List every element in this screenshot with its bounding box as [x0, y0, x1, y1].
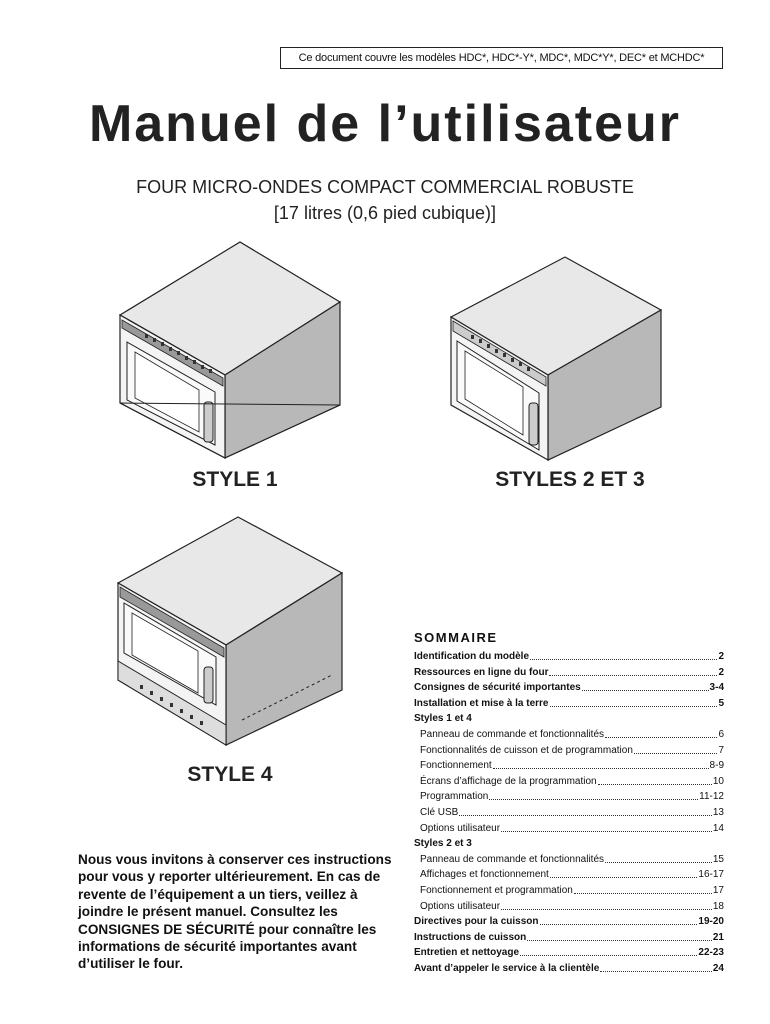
toc-entry[interactable]: Panneau de commande et fonctionnalités 6 — [420, 728, 724, 740]
style-1-label: STYLE 1 — [192, 468, 278, 491]
page-title: Manuel de l’utilisateur — [88, 95, 682, 153]
toc-group-styles-1-4: Styles 1 et 4 — [414, 713, 472, 725]
toc-entry[interactable]: Fonctionnement 8-9 — [420, 760, 724, 772]
toc-entry[interactable]: Ressources en ligne du four 2 — [414, 666, 724, 678]
toc-entry[interactable]: Options utilisateur 14 — [420, 822, 724, 834]
style-4-label: STYLE 4 — [187, 763, 273, 786]
table-of-contents — [414, 630, 724, 976]
toc-entry[interactable]: Programmation 11-12 — [420, 791, 724, 803]
toc-entry[interactable]: Clé USB 13 — [420, 806, 724, 818]
toc-entry[interactable]: Consignes de sécurité importantes 3-4 — [414, 682, 724, 694]
retention-notice: Nous vous invitons à conserver ces instructions pour vous y reporter ultérieurement. En cas de revente de l’équipement a un tiers, veillez à joindre le présent manuel. Consultez les CONSIGNES DE SÉCURITÉ pour connaître les informations de sécurité importantes avant d’utiliser le four. — [78, 852, 392, 972]
toc-entry[interactable]: Entretien et nettoyage 22-23 — [414, 947, 724, 959]
style-2-3-label: STYLES 2 ET 3 — [495, 468, 645, 491]
models-note: Ce document couvre les modèles HDC*, HDC*-Y*, MDC*, MDC*Y*, DEC* et MCHDC* — [280, 47, 723, 69]
toc-group-styles-2-3: Styles 2 et 3 — [414, 838, 472, 850]
toc-entry[interactable]: Fonctionnalités de cuisson et de programmation 7 — [420, 744, 724, 756]
toc-entry[interactable]: Avant d’appeler le service à la clientèle 24 — [414, 962, 724, 974]
toc-entry[interactable]: Installation et mise à la terre 5 — [414, 697, 724, 709]
product-subtitle: FOUR MICRO-ONDES COMPACT COMMERCIAL ROBUSTE — [136, 177, 634, 197]
toc-entry[interactable]: Identification du modèle 2 — [414, 651, 724, 662]
oven-style-2-3-illustration — [443, 255, 673, 465]
toc-entry[interactable]: Options utilisateur 18 — [420, 900, 724, 912]
toc-entry[interactable]: Panneau de commande et fonctionnalités 15 — [420, 853, 724, 865]
oven-style-4-illustration — [112, 515, 352, 755]
toc-entry[interactable]: Directives pour la cuisson 19-20 — [414, 916, 724, 928]
toc-entry[interactable]: Fonctionnement et programmation 17 — [420, 884, 724, 896]
toc-entry[interactable]: Affichages et fonctionnement 16-17 — [420, 869, 724, 881]
oven-style-1-illustration — [115, 240, 345, 460]
capacity-subtitle: [17 litres (0,6 pied cubique)] — [273, 203, 497, 223]
toc-entry[interactable]: Instructions de cuisson 21 — [414, 931, 724, 943]
toc-entry[interactable]: Écrans d’affichage de la programmation 10 — [420, 775, 724, 787]
toc-heading: SOMMAIRE — [414, 630, 498, 645]
